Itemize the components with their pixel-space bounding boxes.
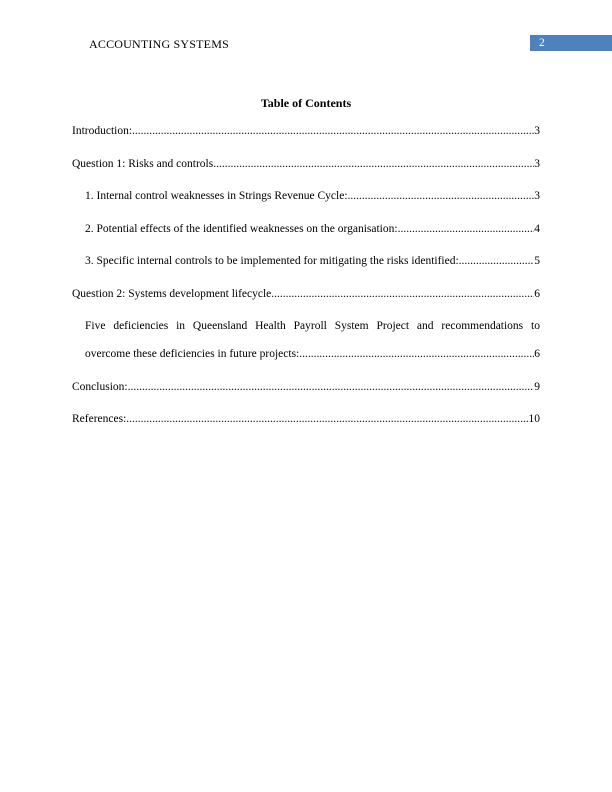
toc-entry-text: 2. Potential effects of the identified weaknesses on the organisation: <box>85 222 398 235</box>
toc-entry-introduction[interactable] <box>72 123 540 139</box>
toc-entry-text: 1. Internal control weaknesses in Strings Revenue Cycle: <box>85 190 348 202</box>
toc-entry-references[interactable] <box>72 411 540 427</box>
toc-entry-question-1[interactable] <box>72 156 540 172</box>
dot-leader <box>299 346 534 362</box>
toc-entry-page: 5 <box>534 255 540 267</box>
dot-leader <box>271 286 534 302</box>
running-header-title: ACCOUNTING SYSTEMS <box>89 37 229 51</box>
dot-leader <box>459 253 535 269</box>
toc-entry-q1-part-1[interactable] <box>72 188 540 204</box>
toc-entry-q1-part-3[interactable] <box>72 253 540 269</box>
toc-entry-q2-deficiencies[interactable] <box>72 318 540 362</box>
toc-entry-text-line-2: overcome these deficiencies in future projects: <box>85 348 300 360</box>
toc-entry-page: 9 <box>534 380 540 393</box>
toc-entry-conclusion[interactable] <box>72 379 540 395</box>
toc-entry-text: 3. Specific internal controls to be implemented for mitigating the risks identified: <box>85 255 459 267</box>
toc-entry-page: 6 <box>534 348 540 360</box>
toc-entry-question-2[interactable] <box>72 286 540 302</box>
table-of-contents <box>72 123 540 427</box>
dot-leader <box>126 411 528 427</box>
toc-entry-page: 3 <box>534 190 540 202</box>
toc-heading: Table of Contents <box>260 96 352 110</box>
dot-leader <box>128 379 535 395</box>
toc-entry-page: 10 <box>528 413 540 425</box>
toc-entry-text-line-1: Five deficiencies in Queensland Health Payroll System Project and recommendations to <box>85 320 540 332</box>
toc-entry-page: 4 <box>534 222 540 235</box>
toc-entry-page: 3 <box>534 125 540 137</box>
toc-entry-page: 3 <box>534 157 540 170</box>
toc-entry-text: Conclusion: <box>72 380 128 393</box>
dot-leader <box>213 156 534 172</box>
page-number-badge: 2 <box>530 35 612 51</box>
dot-leader <box>132 123 534 139</box>
toc-entry-text: References: <box>72 413 127 425</box>
dot-leader <box>398 221 535 237</box>
toc-entry-text: Introduction: <box>72 125 133 137</box>
dot-leader <box>348 188 535 204</box>
toc-entry-page: 6 <box>534 287 540 300</box>
toc-entry-text: Question 2: Systems development lifecycle <box>72 287 272 300</box>
toc-entry-q1-part-2[interactable] <box>72 221 540 237</box>
toc-entry-text: Question 1: Risks and controls <box>72 157 214 170</box>
